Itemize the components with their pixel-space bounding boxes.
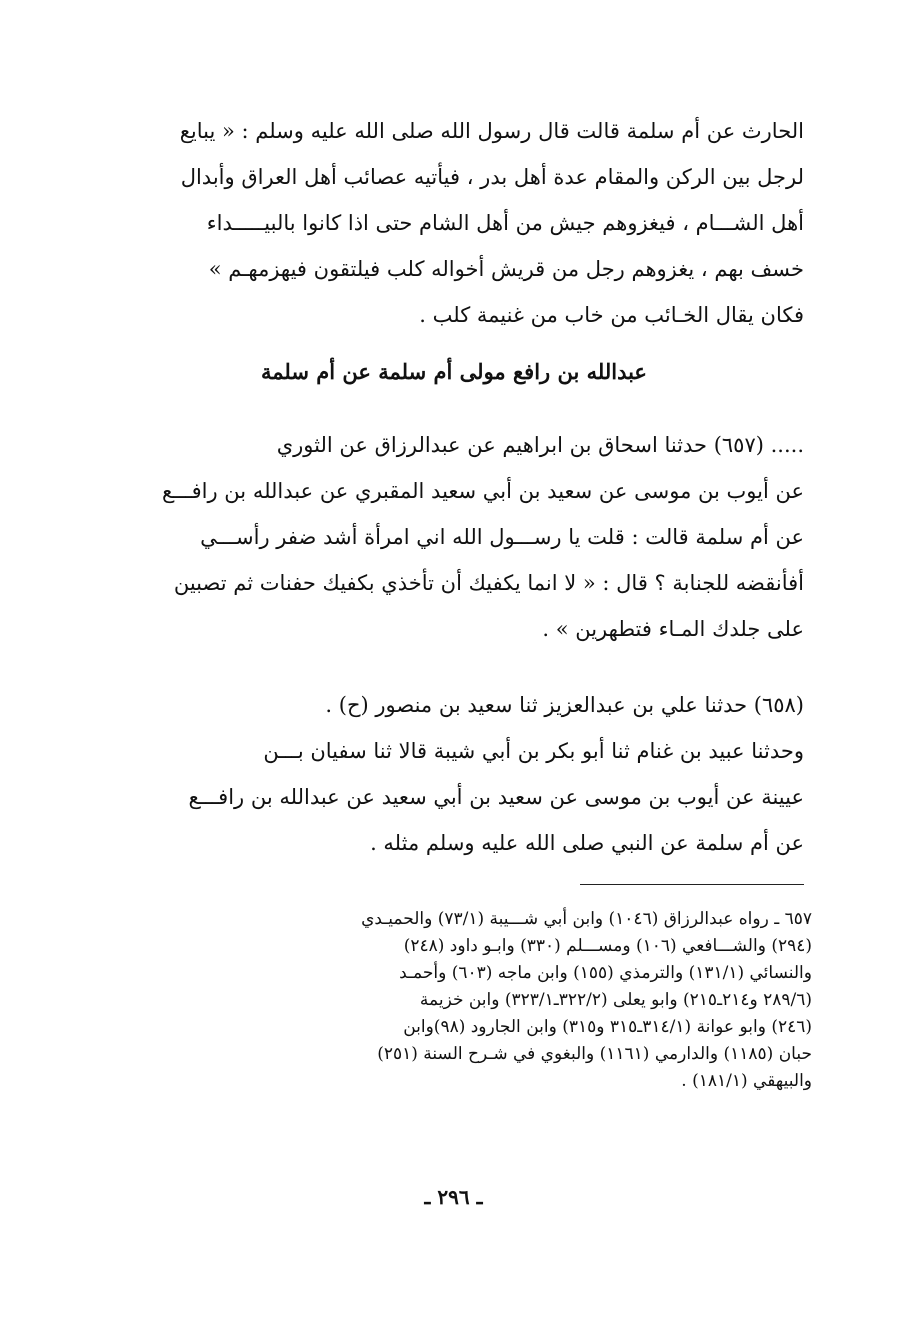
footnote-line: حبان (١١٨٥) والدارمي (١١٦١) والبغوي في شـرح السنة (٢٥١): [377, 1044, 812, 1064]
text-line: لرجل بين الركن والمقام عدة أهل بدر ، فيأتيه عصائب أهل العراق وأبدال: [180, 165, 804, 189]
text-line: عيينة عن أيوب بن موسى عن سعيد بن أبي سعيد عن عبدالله بن رافـــع: [188, 785, 804, 809]
text-line: أهل الشـــام ، فيغزوهم جيش من أهل الشام حتى اذا كانوا بالبيـــــداء: [206, 211, 804, 235]
text-line: (٦٥٨) حدثنا علي بن عبدالعزيز ثنا سعيد بن منصور (ح) .: [325, 693, 804, 717]
footnote-divider: [580, 884, 804, 885]
text-line: أفأنقضه للجنابة ؟ قال : « لا انما يكفيك أن تأخذي بكفيك حفنات ثم تصبين: [173, 571, 804, 595]
text-line: خسف بهم ، يغزوهم رجل من قريش أخواله كلب فيلتقون فيهزمهـم »: [208, 257, 804, 281]
text-line: ..... (٦٥٧) حدثنا اسحاق بن ابراهيم عن عبدالرزاق عن الثوري: [276, 433, 804, 457]
footnote-line: (٢٨٩/٦ و٢١٤ـ٢١٥) وابو يعلى (٣٢٢/٢ـ٣٢٣/١) وابن خزيمة: [419, 990, 812, 1010]
page-number: ـ ٢٩٦ ـ: [424, 1185, 483, 1209]
text-line: على جلدك المـاء فتطهرين » .: [542, 617, 804, 641]
text-line: الحارث عن أم سلمة قالت قال رسول الله صلى الله عليه وسلم : « يبايع: [179, 119, 804, 143]
section-heading: عبدالله بن رافع مولى أم سلمة عن أم سلمة: [261, 359, 647, 384]
footnote-line: (٢٤٦) وابو عوانة (٣١٤/١ـ٣١٥ و٣١٥) وابن الجارود (٩٨)وابن: [403, 1017, 812, 1037]
text-line: عن أيوب بن موسى عن سعيد بن أبي سعيد المقبري عن عبدالله بن رافـــع: [161, 479, 804, 503]
footnote-657: [104, 906, 812, 1095]
footnote-line: والنسائي (١٣١/١) والترمذي (١٥٥) وابن ماجه (٦٠٣) وأحمـد: [399, 963, 812, 983]
footnote-line: والبيهقي (١٨١/١) .: [681, 1071, 812, 1091]
text-line: وحدثنا عبيد بن غنام ثنا أبو بكر بن أبي شيبة قالا ثنا سفيان بـــن: [263, 739, 804, 763]
footnote-line: ٦٥٧ ـ رواه عبدالرزاق (١٠٤٦) وابن أبي شـــيبة (٧٣/١) والحميـدي: [361, 909, 812, 929]
text-line: عن أم سلمة قالت : قلت يا رســـول الله اني امرأة أشد ضفر رأســـي: [200, 525, 804, 549]
hadith-658: [104, 682, 804, 866]
footnote-line: (٢٩٤) والشـــافعي (١٠٦) ومســـلم (٣٣٠) وابـو داود (٢٤٨): [403, 936, 812, 956]
hadith-657: [104, 422, 804, 652]
text-line: عن أم سلمة عن النبي صلى الله عليه وسلم مثله .: [370, 831, 804, 855]
paragraph-continued-hadith: [104, 108, 804, 338]
text-line: فكان يقال الخـائب من خاب من غنيمة كلب .: [419, 303, 804, 327]
